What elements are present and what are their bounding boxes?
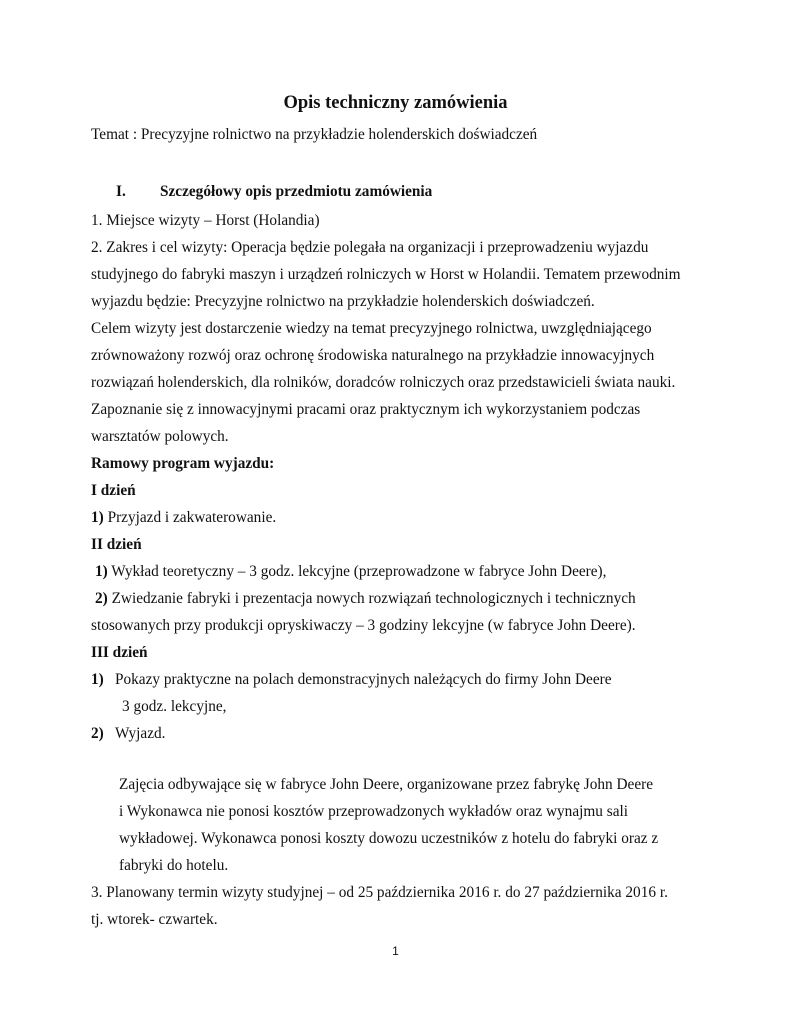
place-line: 1. Miejsce wizyty – Horst (Holandia) (91, 212, 320, 229)
page-number: 1 (392, 944, 399, 958)
program-heading: Ramowy program wyjazdu: (91, 455, 275, 472)
day-2-item-1 (95, 563, 606, 581)
document-topic: Temat : Precyzyjne rolnictwo na przykładzie holenderskich doświadczeń (91, 126, 538, 143)
scope-line-4: Celem wizyty jest dostarczenie wiedzy na temat precyzyjnego rolnictwa, uwzględniającego (91, 320, 652, 337)
section-number: I. (116, 183, 126, 200)
document-title: Opis techniczny zamówienia (283, 93, 508, 113)
note-line-1: Zajęcia odbywające się w fabryce John Deere, organizowane przez fabrykę John Deere (119, 776, 653, 793)
note-line-4: fabryki do hotelu. (119, 857, 229, 874)
scope-line-1: 2. Zakres i cel wizyty: Operacja będzie polegała na organizacji i przeprowadzeniu wyjazdu (91, 239, 649, 256)
item-number: 1) (91, 671, 104, 688)
day-3-item-1-continuation: 3 godz. lekcyjne, (122, 698, 227, 715)
scope-line-5: zrównoważony rozwój oraz ochronę środowiska naturalnego na przykładzie innowacyjnych (91, 347, 655, 364)
day-3-item-1 (91, 671, 612, 689)
item-text: Wykład teoretyczny – 3 godz. lekcyjne (przeprowadzone w fabryce John Deere), (107, 563, 607, 580)
day-3-item-2 (91, 725, 165, 743)
scope-line-2: studyjnego do fabryki maszyn i urządzeń rolniczych w Horst w Holandii. Tematem przewodnim (91, 266, 681, 283)
item-number: 2) (91, 725, 104, 742)
item-number: 1) (95, 563, 108, 580)
note-line-2: i Wykonawca nie ponosi kosztów przeprowadzonych wykładów oraz wynajmu sali (119, 803, 628, 820)
scope-line-3: wyjazdu będzie: Precyzyjne rolnictwo na przykładzie holenderskich doświadczeń. (91, 293, 595, 310)
scope-line-6: rozwiązań holenderskich, dla rolników, doradców rolniczych oraz przedstawicieli świata nauki. (91, 374, 676, 391)
day-2-item-2 (95, 590, 636, 608)
item-text: Wyjazd. (115, 725, 166, 742)
day-1-item-1 (91, 509, 276, 527)
section-title: Szczegółowy opis przedmiotu zamówienia (160, 183, 433, 200)
day-2-label: II dzień (91, 536, 142, 553)
term-line-2: tj. wtorek- czwartek. (91, 911, 218, 928)
day-2-item-2-continuation: stosowanych przy produkcji opryskiwaczy – 3 godziny lekcyjne (w fabryce John Deere). (91, 617, 636, 634)
term-line-1: 3. Planowany termin wizyty studyjnej – od 25 października 2016 r. do 27 października 2016 r. (91, 884, 668, 901)
item-number: 2) (95, 590, 108, 607)
scope-line-8: warsztatów polowych. (91, 428, 229, 445)
item-number: 1) (91, 509, 104, 526)
item-text: Zwiedzanie fabryki i prezentacja nowych rozwiązań technologicznych i technicznych (107, 590, 636, 607)
note-line-3: wykładowej. Wykonawca ponosi koszty dowozu uczestników z hotelu do fabryki oraz z (119, 830, 659, 847)
day-1-label: I dzień (91, 482, 136, 499)
item-text: Przyjazd i zakwaterowanie. (103, 509, 277, 526)
scope-line-7: Zapoznanie się z innowacyjnymi pracami oraz praktycznym ich wykorzystaniem podczas (91, 401, 641, 418)
item-text: Pokazy praktyczne na polach demonstracyjnych należących do firmy John Deere (115, 671, 612, 688)
day-3-label: III dzień (91, 644, 148, 661)
